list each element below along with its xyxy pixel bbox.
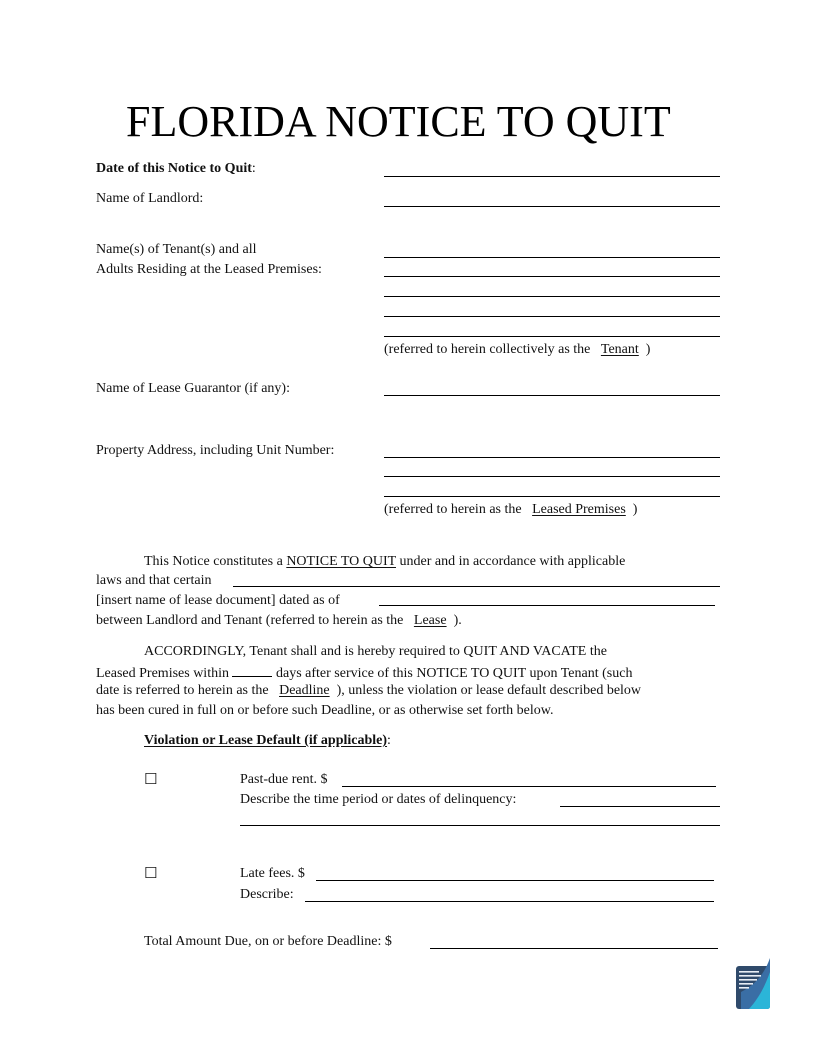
tenant-defined-term: Tenant xyxy=(600,342,639,357)
tenant-field-3[interactable] xyxy=(384,296,720,297)
document-title: FLORIDA NOTICE TO QUIT xyxy=(126,97,671,146)
p1-term-notice-to-quit: NOTICE TO QUIT xyxy=(286,554,396,569)
premises-referred-prefix: (referred to herein as the xyxy=(384,502,522,517)
tenant-field-2[interactable] xyxy=(384,276,720,277)
p2-line2-suffix: days after service of this NOTICE TO QUIT upon Tenant (such xyxy=(275,666,633,681)
paragraph1-line4 xyxy=(96,611,462,631)
address-field-2[interactable] xyxy=(384,476,720,477)
violation-heading xyxy=(144,732,391,750)
p2-line3-suffix: ), unless the violation or lease default described below xyxy=(336,683,642,698)
premises-referred-note xyxy=(384,501,637,519)
late-fees-amount-field[interactable] xyxy=(316,880,714,881)
landlord-label: Name of Landlord: xyxy=(96,191,204,206)
tenant-field-5[interactable] xyxy=(384,336,720,337)
paragraph2-line3 xyxy=(96,681,641,701)
paragraph1-line3: [insert name of lease document] dated as of xyxy=(96,593,340,608)
tenant-referred-suffix: ) xyxy=(645,342,651,357)
premises-defined-term: Leased Premises xyxy=(532,502,626,517)
paragraph1-line1 xyxy=(144,552,625,572)
p2-term-deadline: Deadline xyxy=(279,683,330,698)
landlord-field[interactable] xyxy=(384,206,720,207)
address-field-1[interactable] xyxy=(384,457,720,458)
p1-line4-suffix: ). xyxy=(453,613,462,628)
p1-line4-prefix: between Landlord and Tenant (referred to herein as the xyxy=(96,613,404,628)
date-label-colon: : xyxy=(251,161,256,176)
tenant-label-line1: Name(s) of Tenant(s) and all xyxy=(96,242,257,257)
past-due-rent-label: Past-due rent. $ xyxy=(240,772,328,787)
date-label xyxy=(96,160,256,178)
delinquency-field-2[interactable] xyxy=(240,825,720,826)
violation-heading-colon: : xyxy=(387,733,391,748)
p2-line2-prefix: Leased Premises within xyxy=(96,666,229,681)
tenant-label-line2: Adults Residing at the Leased Premises: xyxy=(96,262,322,277)
paragraph2-line4: has been cured in full on or before such Deadline, or as otherwise set forth below. xyxy=(96,703,554,718)
date-field[interactable] xyxy=(384,176,720,177)
lease-date-field[interactable] xyxy=(379,605,715,606)
p1-prefix: This Notice constitutes a xyxy=(144,554,283,569)
tenant-field-1[interactable] xyxy=(384,257,720,258)
p1-term-lease: Lease xyxy=(413,613,447,628)
tenant-referred-note xyxy=(384,341,650,359)
violation-heading-text: Violation or Lease Default (if applicable) xyxy=(144,733,388,748)
lease-document-name-field[interactable] xyxy=(233,586,720,587)
paragraph2-line1: ACCORDINGLY, Tenant shall and is hereby required to QUIT AND VACATE the xyxy=(144,644,607,659)
address-label: Property Address, including Unit Number: xyxy=(96,443,335,458)
date-label-text: Date of this Notice to Quit xyxy=(96,161,252,176)
guarantor-field[interactable] xyxy=(384,395,720,396)
late-fees-describe-label: Describe: xyxy=(240,887,294,902)
address-field-3[interactable] xyxy=(384,496,720,497)
premises-referred-suffix: ) xyxy=(632,502,638,517)
total-amount-field[interactable] xyxy=(430,948,718,949)
delinquency-label: Describe the time period or dates of delinquency: xyxy=(240,792,517,807)
delinquency-field-1[interactable] xyxy=(560,806,720,807)
past-due-rent-amount-field[interactable] xyxy=(342,786,716,787)
tenant-field-4[interactable] xyxy=(384,316,720,317)
p2-line3-prefix: date is referred to herein as the xyxy=(96,683,269,698)
p1-suffix: under and in accordance with applicable xyxy=(399,554,626,569)
guarantor-label: Name of Lease Guarantor (if any): xyxy=(96,381,290,396)
late-fees-label: Late fees. $ xyxy=(240,866,305,881)
late-fees-describe-field[interactable] xyxy=(305,901,714,902)
tenant-referred-prefix: (referred to herein collectively as the xyxy=(384,342,591,357)
days-field[interactable] xyxy=(232,662,272,677)
late-fees-checkbox[interactable]: ☐ xyxy=(144,864,158,882)
past-due-rent-checkbox[interactable]: ☐ xyxy=(144,770,158,788)
total-amount-label: Total Amount Due, on or before Deadline: $ xyxy=(144,934,392,949)
formspal-logo-icon xyxy=(735,958,773,1010)
paragraph1-line2: laws and that certain xyxy=(96,573,212,588)
